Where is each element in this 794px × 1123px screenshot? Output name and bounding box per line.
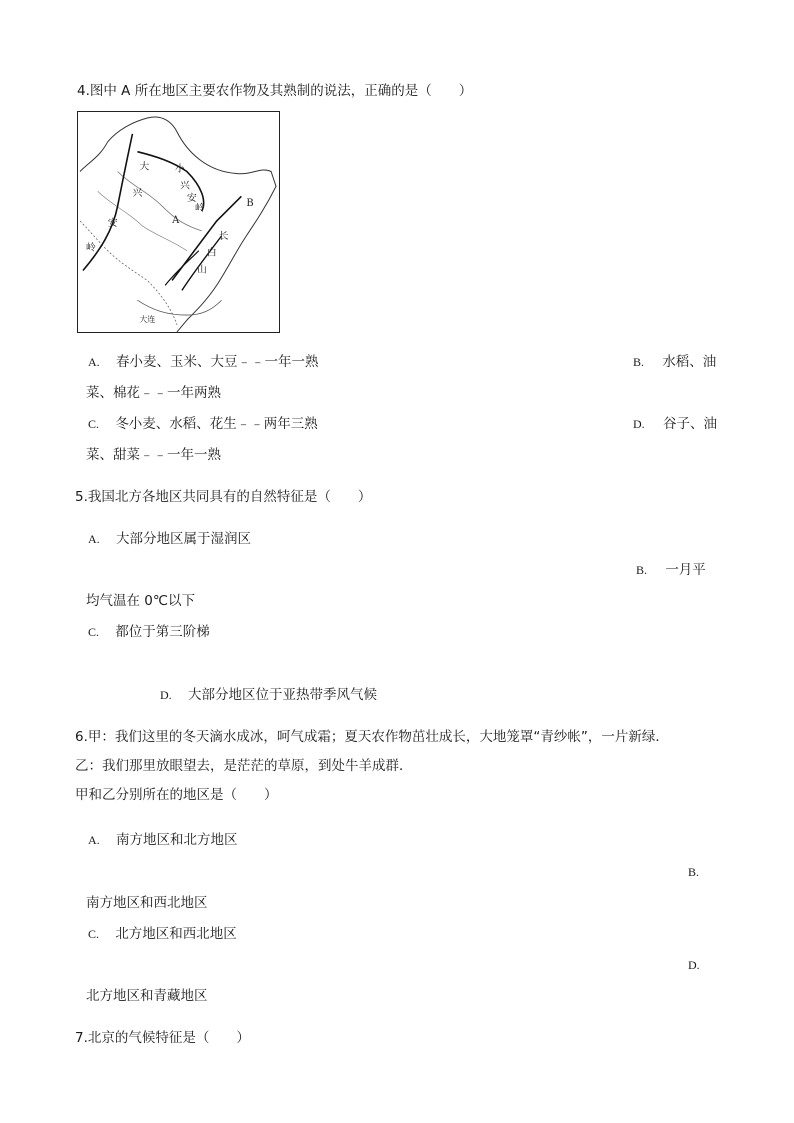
q7-stem: 7.北京的气候特征是（ ）: [75, 1030, 250, 1046]
q6-option-b-text: 南方地区和西北地区: [86, 895, 208, 911]
map-label-bai: 白: [206, 247, 217, 259]
q6-option-d-text: 北方地区和青藏地区: [86, 988, 208, 1004]
q6-option-a[interactable]: [88, 830, 237, 850]
map-label-chang: 长: [218, 230, 229, 242]
q4-option-d[interactable]: [633, 414, 717, 434]
q6-option-d-letter[interactable]: D.: [688, 958, 700, 972]
option-text: 北方地区和西北地区: [115, 926, 237, 942]
map-label-xing2: 兴: [179, 180, 190, 192]
northeast-map: [77, 111, 280, 333]
map-label-an1: 安: [107, 217, 118, 229]
map-label-ling2: 岭: [194, 203, 205, 215]
option-letter: B.: [636, 563, 648, 577]
map-label-dalian: 大连: [139, 315, 156, 325]
option-text: 一月平: [665, 562, 706, 578]
q4-option-a[interactable]: [88, 352, 318, 372]
map-label-ling1: 岭: [85, 242, 96, 254]
option-letter: C.: [88, 625, 100, 639]
option-letter: B.: [633, 355, 645, 369]
q6-line1: 6.甲：我们这里的冬天滴水成冰，呵气成霜；夏天农作物茁壮成长，大地笼罩“青纱帐”，一片新绿．: [75, 729, 669, 745]
option-text: 大部分地区属于湿润区: [115, 531, 251, 547]
map-label-a: A: [172, 214, 180, 226]
option-text: 冬小麦、水稻、花生﹣﹣两年三熟: [115, 416, 318, 432]
map-label-an2: 安: [186, 193, 197, 205]
option-text: 大部分地区位于亚热带季风气候: [187, 687, 377, 703]
option-text: 南方地区和北方地区: [115, 832, 238, 848]
q4-option-d-cont: 菜、甜菜﹣﹣一年一熟: [86, 447, 221, 463]
q5-stem: 5.我国北方各地区共同具有的自然特征是（ ）: [75, 489, 372, 505]
map-label-xiao: 小: [175, 163, 185, 175]
option-text: 谷子、油: [662, 416, 717, 432]
q5-option-b[interactable]: [636, 560, 706, 580]
q6-line2: 乙：我们那里放眼望去，是茫茫的草原，到处牛羊成群．: [75, 758, 413, 774]
q6-option-c[interactable]: [88, 924, 237, 944]
option-letter: C.: [88, 417, 100, 431]
map-label-da: 大: [139, 161, 150, 173]
option-letter: A.: [88, 532, 100, 546]
map-label-b: B: [246, 198, 254, 210]
option-text: 水稻、油: [662, 354, 717, 370]
q4-option-c[interactable]: [88, 414, 318, 434]
option-text: 都位于第三阶梯: [115, 624, 210, 640]
option-letter: A.: [88, 355, 100, 369]
option-letter: D.: [160, 688, 172, 702]
q5-option-b-cont: 均气温在 0℃以下: [86, 593, 196, 609]
option-letter: C.: [88, 927, 100, 941]
q4-option-b-cont: 菜、棉花﹣﹣一年两熟: [86, 385, 221, 401]
q6-option-b-letter[interactable]: B.: [688, 865, 700, 879]
map-label-xing1: 兴: [132, 188, 143, 200]
q6-stem: 甲和乙分别所在的地区是（ ）: [75, 787, 278, 803]
q5-option-d[interactable]: [160, 685, 377, 705]
map-label-shan: 山: [196, 264, 207, 276]
q5-option-a[interactable]: [88, 529, 251, 549]
q5-option-c[interactable]: [88, 622, 210, 642]
option-letter: A.: [88, 833, 100, 847]
q4-option-b[interactable]: [633, 352, 716, 372]
q4-stem: 4.图中 A 所在地区主要农作物及其熟制的说法，正确的是（ ）: [77, 83, 473, 99]
option-letter: D.: [633, 417, 645, 431]
option-text: 春小麦、玉米、大豆﹣﹣一年一熟: [115, 354, 319, 370]
